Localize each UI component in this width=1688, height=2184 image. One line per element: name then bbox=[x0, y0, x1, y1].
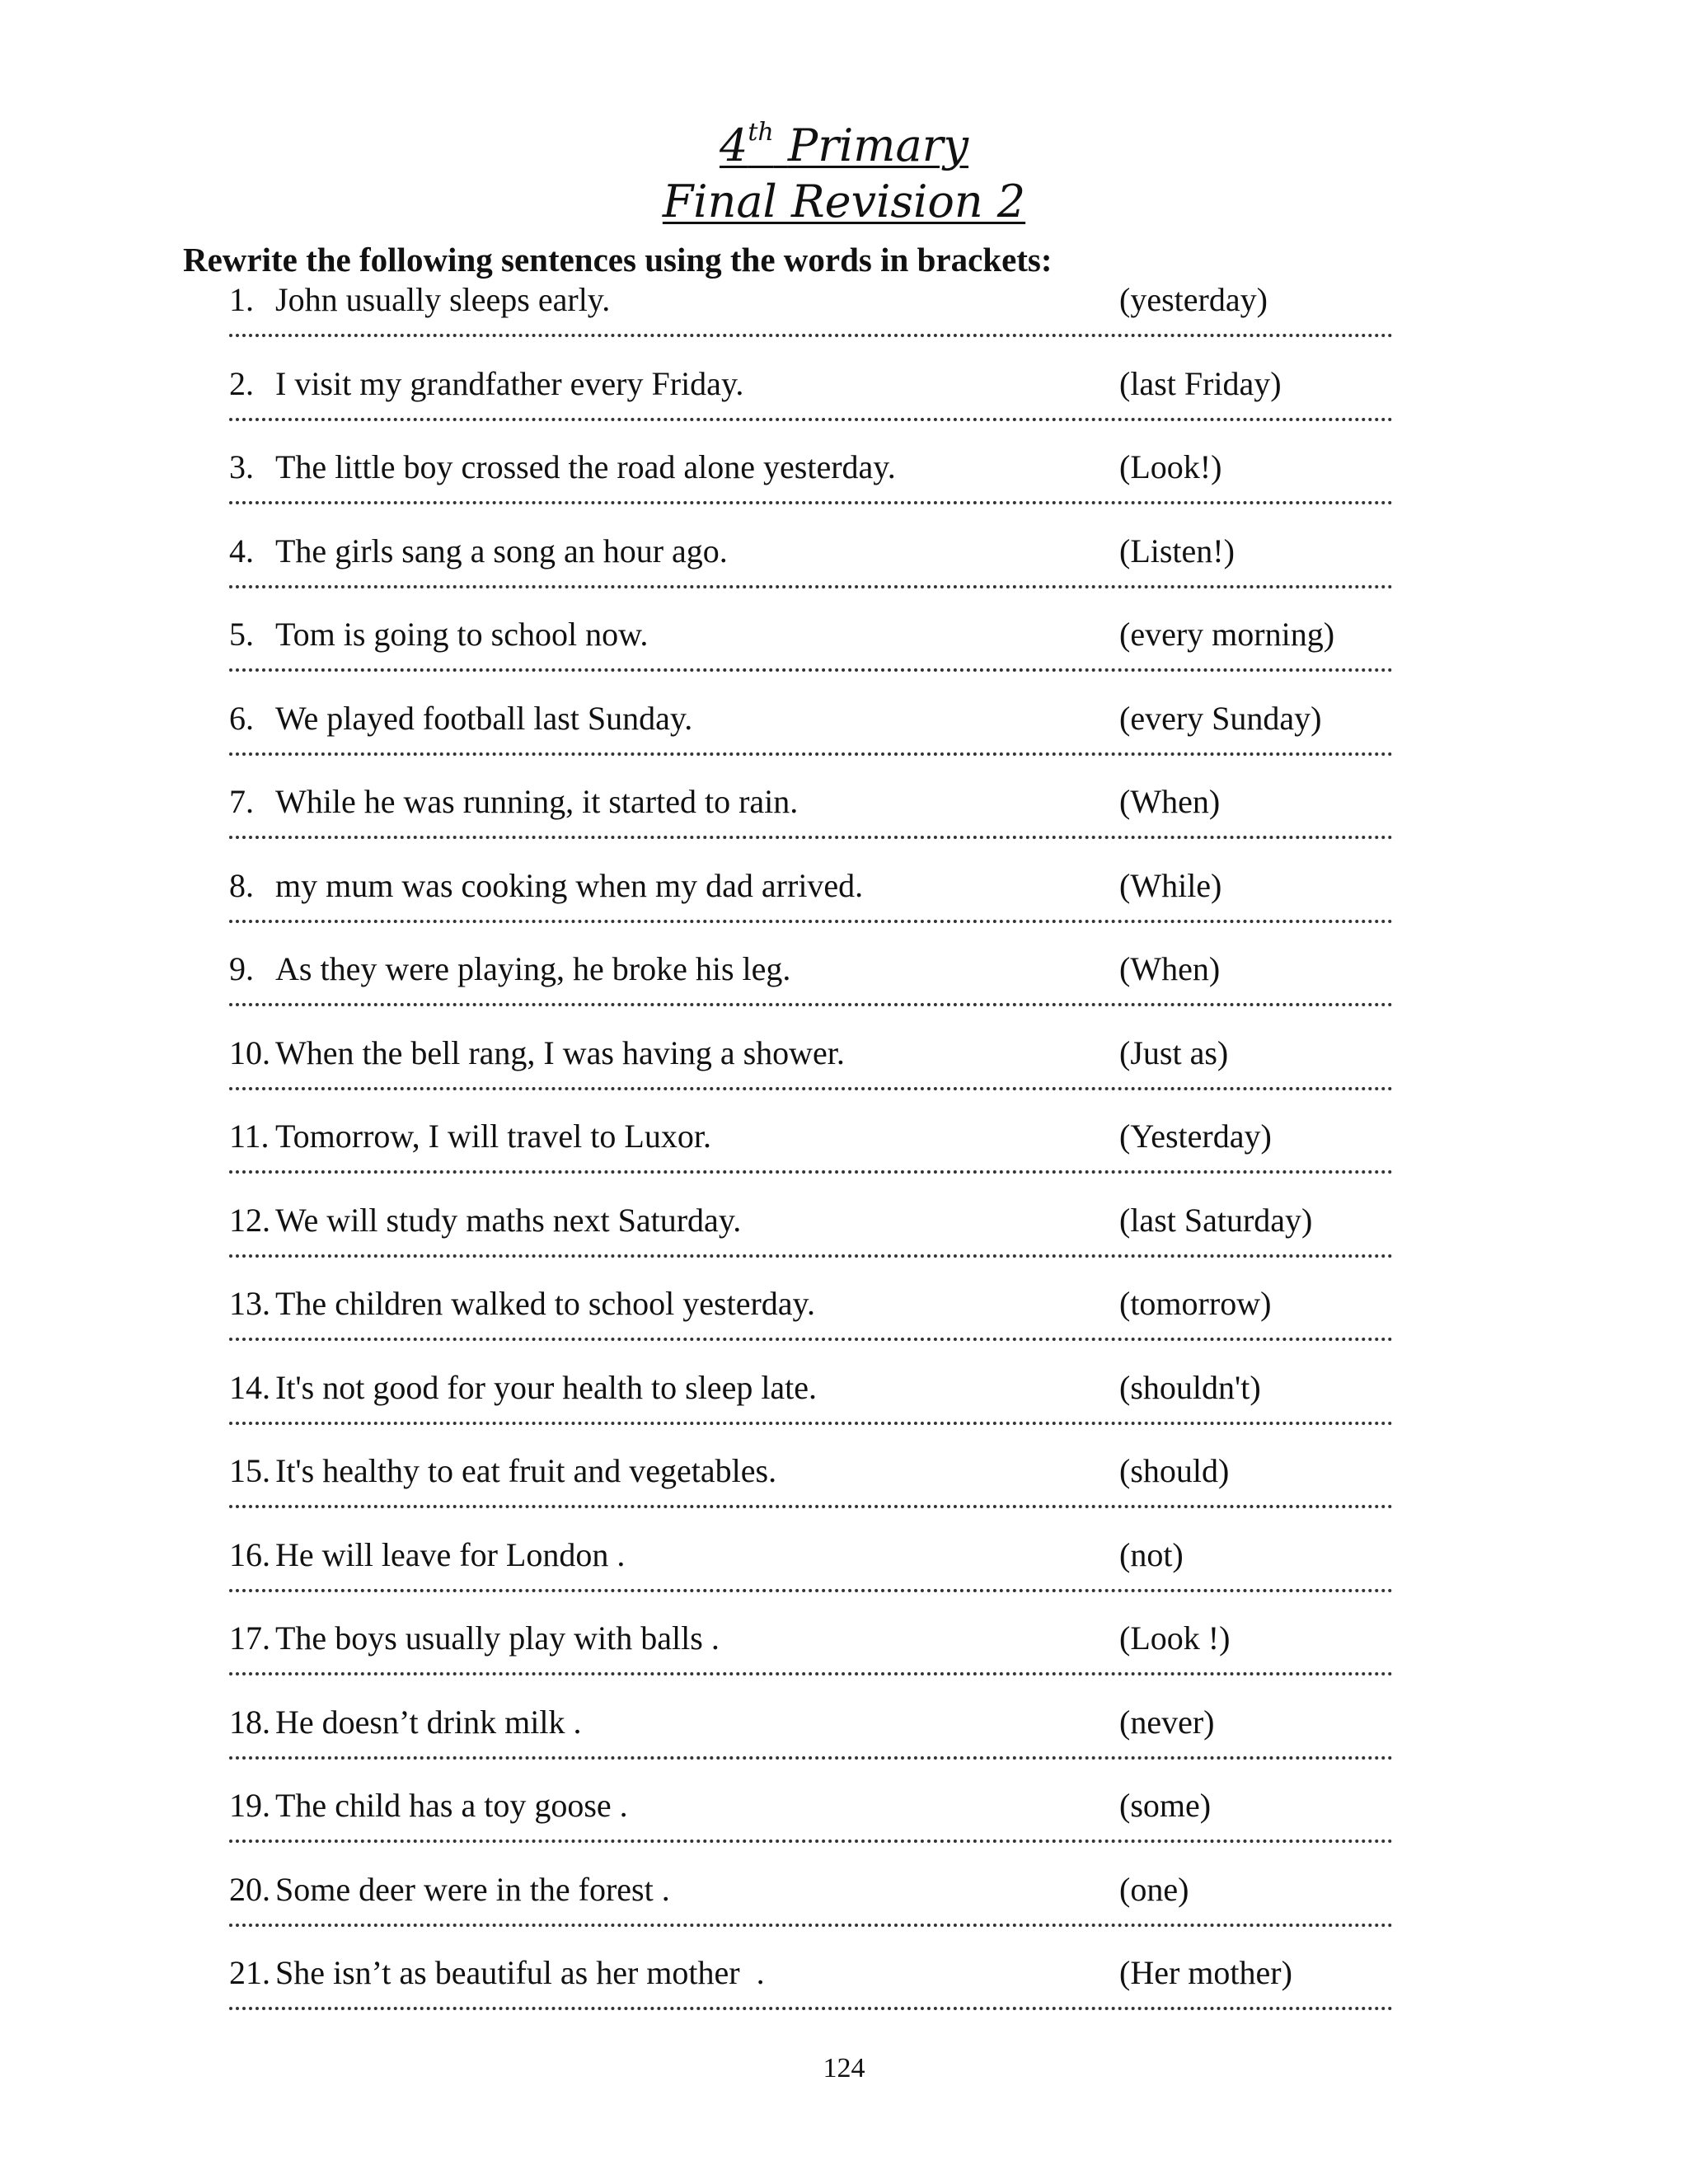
sentence-text: The boys usually play with balls . bbox=[275, 1619, 720, 1657]
exercise-sentence bbox=[229, 1033, 845, 1074]
sentence-text: Some deer were in the forest . bbox=[275, 1870, 670, 1908]
answer-line[interactable] bbox=[229, 1338, 1393, 1341]
exercise-item bbox=[229, 1200, 1400, 1284]
bracket-cue: (When) bbox=[1119, 783, 1221, 820]
sentence-text: I visit my grandfather every Friday. bbox=[275, 364, 744, 402]
bracket-cue: (Just as) bbox=[1119, 1033, 1229, 1071]
item-number: 14. bbox=[229, 1368, 270, 1406]
exercise-sentence bbox=[229, 279, 610, 321]
exercise-sentence bbox=[229, 1618, 720, 1659]
sentence-text: The girls sang a song an hour ago. bbox=[275, 532, 728, 569]
item-number: 17. bbox=[229, 1619, 270, 1657]
bracket-cue: (When) bbox=[1119, 950, 1221, 987]
exercise-sentence bbox=[229, 1451, 776, 1492]
exercise-sentence bbox=[229, 1283, 815, 1324]
exercise-item bbox=[229, 949, 1400, 1033]
grade-word: Primary bbox=[787, 120, 969, 171]
sentence-text: She isn’t as beautiful as her mother . bbox=[275, 1954, 765, 1991]
item-number: 21. bbox=[229, 1954, 270, 1991]
exercise-sentence bbox=[229, 1116, 711, 1157]
answer-line[interactable] bbox=[229, 2007, 1393, 2010]
exercise-item bbox=[229, 865, 1400, 949]
bracket-cue: (should) bbox=[1119, 1452, 1230, 1489]
item-number: 7. bbox=[229, 783, 254, 820]
exercise-item bbox=[229, 1618, 1400, 1702]
exercise-sentence bbox=[229, 1952, 765, 1994]
bracket-cue: (last Friday) bbox=[1119, 364, 1282, 402]
answer-line[interactable] bbox=[229, 585, 1393, 588]
sentence-text: It's not good for your health to sleep late. bbox=[275, 1368, 818, 1406]
answer-line[interactable] bbox=[229, 1672, 1393, 1675]
bracket-cue: (one) bbox=[1119, 1870, 1189, 1908]
item-number: 18. bbox=[229, 1703, 270, 1741]
answer-line[interactable] bbox=[229, 836, 1393, 839]
item-number: 19. bbox=[229, 1787, 270, 1824]
exercise-item bbox=[229, 1283, 1400, 1367]
item-number: 5. bbox=[229, 616, 254, 653]
answer-line[interactable] bbox=[229, 334, 1393, 337]
sentence-text: The child has a toy goose . bbox=[275, 1787, 628, 1824]
exercise-item bbox=[229, 1535, 1400, 1619]
item-number: 13. bbox=[229, 1285, 270, 1322]
exercise-sentence bbox=[229, 1785, 628, 1826]
revision-title: Final Revision 2 bbox=[662, 176, 1026, 227]
exercise-sentence bbox=[229, 1367, 817, 1408]
sentence-text: John usually sleeps early. bbox=[275, 281, 611, 318]
grade-title bbox=[0, 111, 1688, 172]
exercise-sentence bbox=[229, 1869, 670, 1910]
sentence-text: my mum was cooking when my dad arrived. bbox=[275, 866, 864, 904]
grade-suffix: th bbox=[748, 118, 774, 147]
item-number: 4. bbox=[229, 532, 254, 569]
bracket-cue: (Look!) bbox=[1119, 448, 1222, 485]
answer-line[interactable] bbox=[229, 1924, 1393, 1927]
bracket-cue: (every morning) bbox=[1119, 616, 1335, 653]
answer-line[interactable] bbox=[229, 418, 1393, 421]
sentence-text: While he was running, it started to rain. bbox=[275, 783, 799, 820]
answer-line[interactable] bbox=[229, 1003, 1393, 1006]
item-number: 6. bbox=[229, 699, 254, 737]
exercise-sentence bbox=[229, 1702, 581, 1743]
exercise-item bbox=[229, 447, 1400, 531]
exercise-sentence bbox=[229, 1200, 741, 1241]
answer-line[interactable] bbox=[229, 752, 1393, 756]
answer-line[interactable] bbox=[229, 1589, 1393, 1592]
exercise-item bbox=[229, 531, 1400, 615]
answer-line[interactable] bbox=[229, 1087, 1393, 1090]
exercise-item bbox=[229, 1033, 1400, 1117]
answer-line[interactable] bbox=[229, 1505, 1393, 1508]
exercise-item bbox=[229, 781, 1400, 865]
bracket-cue: (some) bbox=[1119, 1787, 1212, 1824]
exercise-list bbox=[229, 279, 1400, 2036]
exercise-item bbox=[229, 1702, 1400, 1786]
item-number: 3. bbox=[229, 448, 254, 485]
bracket-cue: (Look !) bbox=[1119, 1619, 1231, 1657]
sentence-text: The children walked to school yesterday. bbox=[275, 1285, 815, 1322]
bracket-cue: (never) bbox=[1119, 1703, 1215, 1741]
answer-line[interactable] bbox=[229, 920, 1393, 923]
exercise-item bbox=[229, 1451, 1400, 1535]
answer-line[interactable] bbox=[229, 668, 1393, 672]
bracket-cue: (every Sunday) bbox=[1119, 699, 1322, 737]
sentence-text: He doesn’t drink milk . bbox=[275, 1703, 582, 1741]
answer-line[interactable] bbox=[229, 1170, 1393, 1174]
exercise-sentence bbox=[229, 781, 798, 823]
bracket-cue: (tomorrow) bbox=[1119, 1285, 1272, 1322]
sentence-text: When the bell rang, I was having a shower. bbox=[275, 1033, 845, 1071]
exercise-sentence bbox=[229, 949, 790, 990]
exercise-item bbox=[229, 1116, 1400, 1200]
item-number: 9. bbox=[229, 950, 254, 987]
answer-line[interactable] bbox=[229, 1840, 1393, 1843]
item-number: 1. bbox=[229, 281, 254, 318]
item-number: 12. bbox=[229, 1201, 270, 1239]
item-number: 15. bbox=[229, 1452, 270, 1489]
sentence-text: Tom is going to school now. bbox=[275, 616, 649, 653]
sentence-text: We played football last Sunday. bbox=[275, 699, 693, 737]
exercise-instruction: Rewrite the following sentences using the words in brackets: bbox=[183, 241, 1053, 279]
sentence-text: The little boy crossed the road alone yesterday. bbox=[275, 448, 896, 485]
exercise-item bbox=[229, 1869, 1400, 1953]
item-number: 16. bbox=[229, 1535, 270, 1573]
item-number: 10. bbox=[229, 1033, 270, 1071]
bracket-cue: (not) bbox=[1119, 1535, 1184, 1573]
answer-line[interactable] bbox=[229, 1422, 1393, 1425]
bracket-cue: (shouldn't) bbox=[1119, 1368, 1261, 1406]
sentence-text: Tomorrow, I will travel to Luxor. bbox=[275, 1118, 711, 1155]
bracket-cue: (Her mother) bbox=[1119, 1954, 1292, 1991]
exercise-item bbox=[229, 363, 1400, 448]
exercise-sentence bbox=[229, 363, 743, 405]
item-number: 8. bbox=[229, 866, 254, 904]
sentence-text: We will study maths next Saturday. bbox=[275, 1201, 742, 1239]
answer-line[interactable] bbox=[229, 1756, 1393, 1760]
item-number: 20. bbox=[229, 1870, 270, 1908]
item-number: 2. bbox=[229, 364, 254, 402]
bracket-cue: (Listen!) bbox=[1119, 532, 1235, 569]
exercise-item bbox=[229, 1785, 1400, 1869]
answer-line[interactable] bbox=[229, 501, 1393, 504]
grade-number: 4 bbox=[719, 120, 748, 171]
exercise-sentence bbox=[229, 1535, 625, 1576]
exercise-item bbox=[229, 1367, 1400, 1451]
bracket-cue: (last Saturday) bbox=[1119, 1201, 1313, 1239]
exercise-item bbox=[229, 1952, 1400, 2036]
bracket-cue: (yesterday) bbox=[1119, 281, 1268, 318]
exercise-item bbox=[229, 698, 1400, 782]
sentence-text: It's healthy to eat fruit and vegetables. bbox=[275, 1452, 777, 1489]
bracket-cue: (While) bbox=[1119, 866, 1222, 904]
item-number: 11. bbox=[229, 1118, 270, 1155]
sentence-text: He will leave for London . bbox=[275, 1535, 626, 1573]
exercise-sentence bbox=[229, 531, 728, 572]
exercise-sentence bbox=[229, 447, 896, 488]
page-number: 124 bbox=[823, 2053, 865, 2083]
bracket-cue: (Yesterday) bbox=[1119, 1118, 1272, 1155]
exercise-sentence bbox=[229, 614, 648, 655]
exercise-item bbox=[229, 614, 1400, 698]
exercise-item bbox=[229, 279, 1400, 363]
answer-line[interactable] bbox=[229, 1254, 1393, 1258]
exercise-sentence bbox=[229, 698, 692, 739]
exercise-sentence bbox=[229, 865, 863, 907]
sentence-text: As they were playing, he broke his leg. bbox=[275, 950, 791, 987]
